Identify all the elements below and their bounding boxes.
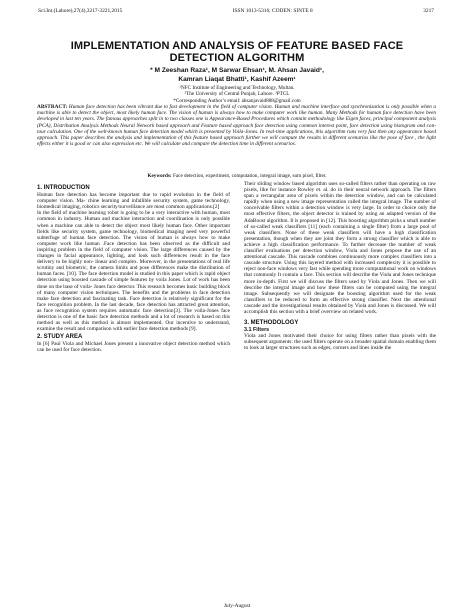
- page-number: 3217: [423, 8, 434, 14]
- corresponding-author: *Corresponding Author’s email: ahsanjavaid888@gmail.com: [173, 97, 301, 104]
- section-heading-study-area: 2. STUDY AREA: [37, 334, 83, 341]
- affiliations: [60, 85, 414, 104]
- journal-citation: Sci.Int.(Lahore),27(4),3217-3221,2015: [38, 8, 123, 14]
- author-line-2: Kamran Liaqat Bhatti¹, Kashif Azeem¹: [178, 76, 296, 83]
- keywords-label: Keywords:: [147, 173, 172, 179]
- running-header: [38, 8, 434, 14]
- affiliation-1: ¹NFC Institute of Engineering and Technology, Multan.: [179, 85, 295, 91]
- section-heading-methodology: 3. METHODOLOGY: [244, 320, 299, 327]
- issn-coden: ISSN 1013-5316; CODEN: SINTE 8: [232, 8, 313, 14]
- intro-paragraph-2: In the field of machine learning robot is going to be a very interactive with human, most common in industry. Human and machine interaction and coordination is only possible when a machine can able to detect the object most likely human face. Other important fields like security system, game technology, biomedical imaging need very powerful subterfuge of human face detection. The vision of human is always how to make computer work like human .Face detection has been observed as the difficult and inspiring problem in the field of computer vision. The large differences caused by the changes in facial appearance, lighting, and look such differences result in the face delivery to be highly non- linear and complex. Moreover, in the presentations of real life scrutiny and biometric, the camera limits and pose differences make the distribution of human faces. [10]. The face detection model is studied in this paper which is rapid object detection using boosted cascade of simple features by voila Jones. Lot of work has been done on the base of voila- Jones face detector. This research becomes basic building block of many computer vision techniques. The benefits and the problems in face detection make face detection and fascinating task. Face detection is relatively significant for the face recognition problem. In the last decade, face detection has attracted great attention, as face recognition system requires automatic face detection[3]. The voila-Jones face detection is one of the basic face detection methods and a lot of research is based on this method as well as this method is almost implemented. Our incentive to understand, examine the result and comparison with earlier face detection methods [9].: [37, 210, 230, 333]
- keywords: [60, 173, 414, 179]
- subsection-heading-filters: 3.1 Filters: [244, 327, 270, 334]
- abstract: [37, 104, 436, 147]
- author-list: [60, 66, 414, 84]
- page-footer: July-August: [223, 603, 251, 609]
- author-line-1: * M Zeeshan Raza¹, M Sarwar Ehsan¹, M. Ahsan Javaid¹,: [150, 67, 324, 74]
- study-area-continued: Their sliding window based algorithm uses so-called filters rather than operating on raw pixels, like for instance Rowley et. al. do in their neural network approach. The filters span a rectangular area of pixels within the detection window, and can be calculated rapidly when using a new image representation called the integral image. The number of conceivable filters within a detection window is very large. In order to choice only the most effective filters, the object detector is trained by using an adapted version of the AdaBoost algorithm. It is proposed in [12]. This boosting algorithm picks a small number of so-called weak classifiers [11] (each containing a single filter) from a large pool of weak classifiers. None of these weak classifiers will have a high classification presentation, though when they are joint they form a strong classifier which is able to achieve a high classification performance. To further decrease the number of weak classifier evaluations per detection window, Viola and Jones propose the use of an attentional cascade. This cascade combines continuously more complex classifiers into a cascade structure. Using this layered method with increased complexity it is possible to reject non-face windows very fast while spending more computational work on windows that commonly It contain a face. This section will describe the Viola and Jones technique more in-depth. First we will discuss the filters used by Viola and Jones. Then we will describe the integral image and how these filters can be computed using the integral image. Subsequently we will designate the boosting algorithm used for the weak classifiers to be reduced to form an effective strong classifier. Next the attentional cascade and the investigational results obtained by Viola and Jones is discussed. We will accomplish this section with a brief overview on related work.: [244, 181, 436, 315]
- right-column: [244, 181, 436, 352]
- paper-title: IMPLEMENTATION AND ANALYSIS OF FEATURE BASED FACE DETECTION ALGORITHM: [70, 40, 404, 64]
- keywords-text: Face detection, experiment, computation, integral image, sum pixel, filter.: [171, 173, 327, 179]
- left-column: [37, 183, 230, 354]
- abstract-label: ABSTRACT:: [37, 104, 68, 110]
- abstract-text: Human face detection has been vibrant due to fast development in the field of computer vision. Human and machine interface and synchronization is only possible when a machine is able to detect the object, most likely human face. The vision of human is always how to make computer work like human. Many Methods for human face detection have been developed in last ten years. The famous approaches split in to two classes one is Appearance-Based Procedures which contain methodology like Eigen faces, principal component analysis (PCA), Distribution Analysis Methods Neural Network based approach and Feature based approach face detection using common interest point, face detection using histogram and con-tour calculation. One of the well-known human face detection model which is presented by Voila-Jones. In real-time applications, this algorithm runs very fast then any appearance based approach. This paper describes the analysis and implementation of this feature based approach further we will compute the results in different scenarios like the pose of face , the light effects either it is good or can also expression etc. We will calculate and compare the detection time in different scenarios.: [37, 104, 436, 148]
- intro-paragraph-1: Human face detection has become important due to rapid evolution in the field of computer vision. Ma- chine learning and infallible security system, game technology, biomedical imaging, robotics security/surveillance are most common applications.[2]: [37, 192, 230, 211]
- filters-paragraph: Viola and Jones motivated their choice for using filters rather than pixels with the subsequent arguments: the used filters operate on a broader spatial domain enabling them to look at larger structures such as edges, corners and lines inside the: [244, 333, 436, 352]
- section-heading-introduction: 1. INTRODUCTION: [37, 185, 90, 191]
- affiliation-2: ²The University of Central Punjab, Lahore. ³PTCL: [184, 91, 290, 98]
- study-area-paragraph: In [6] Paul Viola and Michael Jones present a innovative object detection method which can be used for face detection.: [37, 341, 230, 354]
